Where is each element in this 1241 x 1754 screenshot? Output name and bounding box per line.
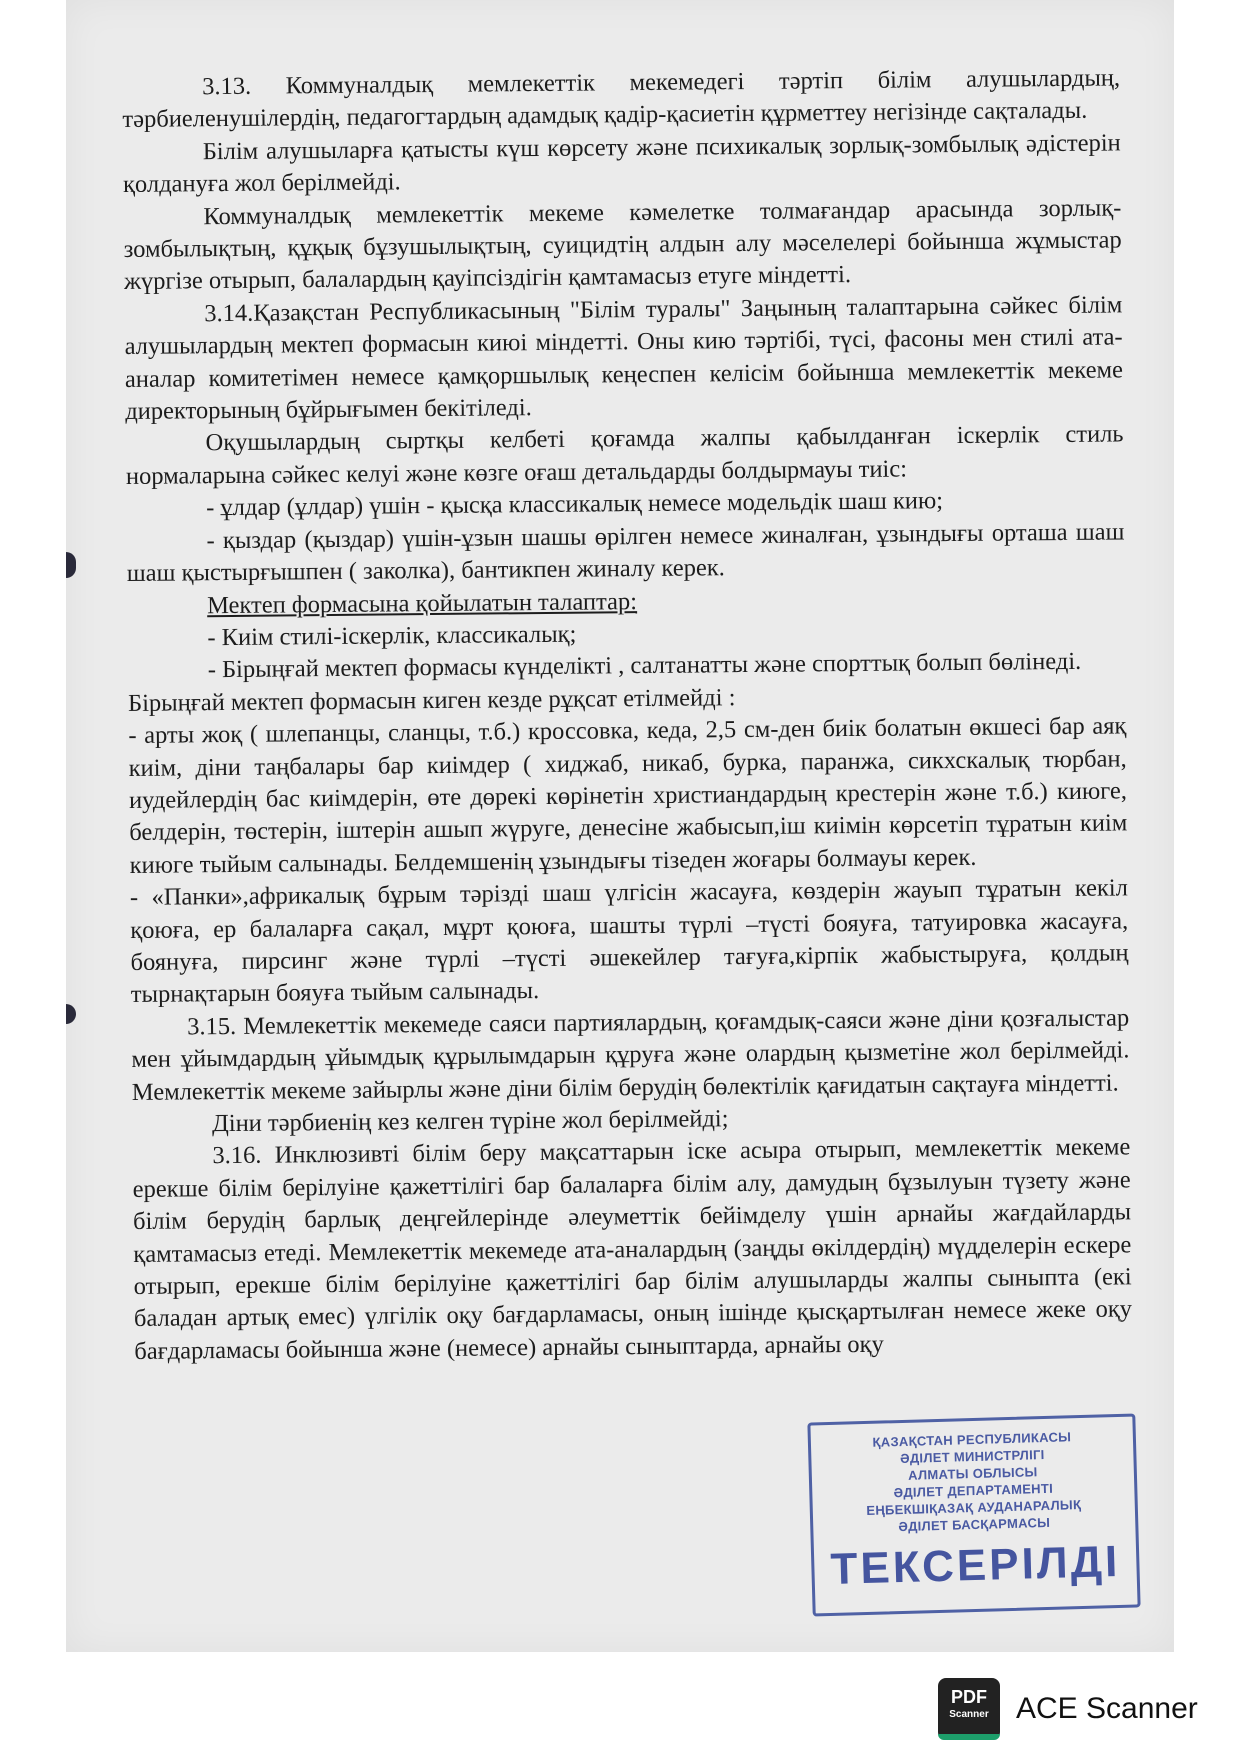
stamp-line: ӘДІЛЕТ МИНИСТРЛІГІ <box>899 1447 1045 1467</box>
paragraph-3-16: 3.16. Инклюзивті білім беру мақсаттарын іске асыра отырып, мемлекеттік мекеме ерекше білім берілуіне қажеттілігі бар балаларға білім алу, дамудың бұзылуын түзету және білім берудің барлық деңгейлерінде әлеуметтік бейімделу үшін арнайы жағдайларды қамтамасыз етеді. Мемлекеттік мекемеде ата-аналардың (заңды өкілдердің) мүдделерін ескере отырып, ерекше білім берілуіне қажеттілігі бар білім алушыларды жалпы сыныпта (екі баладан артық емес) үлгілік оқу бағдарламасы, оның ішінде қысқартылған немесе жеке оқу бағдарламасы бойынша және (немесе) арнайы сыныптарда, арнайы оқу <box>132 1133 1133 1365</box>
logo-subtext: Scanner <box>949 1709 989 1720</box>
pdf-scanner-logo-icon <box>938 1678 1000 1740</box>
list-item: - Киім стилі-іскерлік, классикалық; <box>207 620 577 652</box>
list-item: - ұлдар (ұлдар) үшін - қысқа классикалық немесе модельдік шаш кию; <box>206 487 944 522</box>
paragraph: Бірыңғай мектеп формасын киген кезде рұқсат етілмейді : <box>127 683 736 717</box>
binder-hole-mark <box>66 552 76 578</box>
list-item: - қыздар (қыздар) үшін-ұзын шашы өрілген немесе жиналған, ұзындығы орташа шаш шаш қыстырғышпен ( заколка), бантикпен жиналу керек. <box>126 518 1125 588</box>
stamp-line: ӘДІЛЕТ ДЕПАРТАМЕНТІ <box>893 1480 1054 1501</box>
list-item: - «Панки»,африкалық бұрым тәрізді шаш үлгісін жасауға, көздерін жауып тұратын кекіл қоюға, ер балаларға сақал, мұрт қоюға, шашты түрлі –түсті бояуға, татуировка жасауға, боянуға, пирсинг және түрлі –түсті әшекейлер тағуға,кірпік жабыстыруға, қолдың тырнақтарын бояуға тыйым салынады. <box>129 874 1129 1009</box>
list-item: - арты жоқ ( шлепанцы, сланцы, т.б.) кроссовка, кеда, 2,5 см-ден биік болатын өкшесі бар аяқ киім, діни таңбалары бар киімдер ( хиджаб, никаб, бурка, паранжа, сикхскалық тюрбан, иудейлердің бас киімдерін, өте дөрекі көрінетін христиандардың крестерін және т.б.) киюге, белдерін, төстерін, іштерін ашып жүруге, денесіне жабысып,іш киімін көрсетіп тұратын киім киюге тыйым салынады. Белдемшенің ұзындығы тізеден жоғары болмауы керек. <box>128 712 1128 879</box>
logo-text: PDF <box>951 1687 987 1707</box>
stamp-line: ҚАЗАҚСТАН РЕСПУБЛИКАСЫ <box>872 1429 1072 1450</box>
list-item: - Бірыңғай мектеп формасы күнделікті , салтанатты және спорттық болып бөлінеді. <box>207 648 1082 684</box>
stamp-line: ЕҢБЕКШІҚАЗАҚ АУДАНАРАЛЫҚ <box>866 1497 1082 1519</box>
logo-accent-bar <box>938 1734 1000 1740</box>
paragraph: Коммуналдық мемлекеттік мекеме кәмелетке толмағандар арасында зорлық-зомбылықтың, құқық бұзушылықтың, суицидтің алдын алу мәселелері бойынша жұмыстар жүргізе отырып, балалардың қауіпсіздігін қамтамасыз етуге міндетті. <box>123 194 1122 296</box>
stamp-line: ӘДІЛЕТ БАСҚАРМАСЫ <box>898 1514 1051 1535</box>
paragraph: Діни тәрбиенің кез келген түріне жол берілмейді; <box>211 1105 729 1138</box>
stamp-title: ТЕКСЕРІЛДІ <box>829 1536 1121 1595</box>
document-text <box>122 62 1132 1368</box>
paragraph-3-13: 3.13. Коммуналдық мемлекеттік мекемедегі тәртіп білім алушылардың, тәрбиеленушілердің, педагогтардың адамдық қадір-қасиетін құрметтеу негізінде сақталады. <box>122 64 1121 134</box>
underlined-heading: Мектеп формасына қойылатын талаптар: <box>206 587 638 619</box>
scanned-page <box>66 0 1174 1652</box>
binder-hole-mark <box>66 1004 76 1024</box>
official-stamp <box>807 1413 1140 1616</box>
paragraph-3-15: 3.15. Мемлекеттік мекемеде саяси партиялардың, қоғамдық-саяси және діни қозғалыстар мен ұйымдардың ұйымдық құрылымдарын құруға және олардың қызметіне жол берілмейді. Мемлекеттік мекеме зайырлы және діни білім берудің бөлектілік қағидатын сақтауға міндетті. <box>131 1004 1130 1106</box>
paragraph: Оқушылардың сыртқы келбеті қоғамда жалпы қабылданған іскерлік стиль нормаларына сәйкес келуі және көзге оғаш детальдарды болдырмауы тиіс: <box>125 420 1124 490</box>
app-name: ACE Scanner <box>1016 1692 1198 1725</box>
paragraph-3-14: 3.14.Қазақстан Республикасының "Білім туралы" Заңының талаптарына сәйкес білім алушылардың мектеп формасын киюі міндетті. Оны кию тәртібі, түсі, фасоны мен стилі ата-аналар комитетімен немесе қамқоршылық кеңеспен келісім бойынша мемлекеттік мекеме директорының бұйрығымен бекітіледі. <box>124 291 1124 426</box>
stamp-line: АЛМАТЫ ОБЛЫСЫ <box>907 1464 1038 1483</box>
paragraph: Білім алушыларға қатысты күш көрсету және психикалық зорлық-зомбылық әдістерін қолдануға жол берілмейді. <box>122 129 1121 199</box>
